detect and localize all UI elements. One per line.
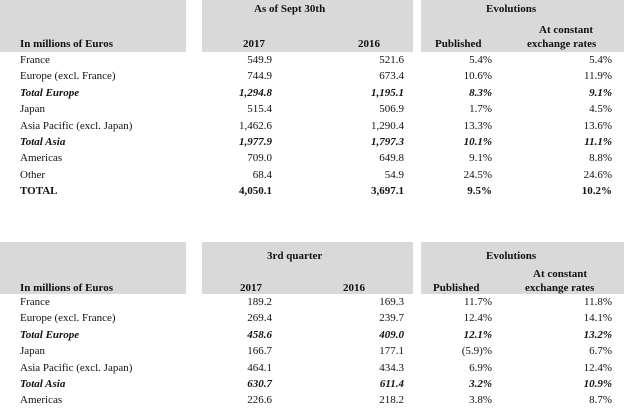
value-constant: 8.7% [589,394,612,407]
value-2016: 1,195.1 [371,86,404,99]
table-row [0,52,624,68]
value-2017: 458.6 [247,328,272,341]
row-label: France [20,54,50,66]
value-2016: 506.9 [379,103,404,116]
value-2016: 409.0 [379,328,404,341]
constant-heading-line1: At constant [533,268,588,280]
table-row [0,294,624,310]
value-2017: 1,294.8 [239,86,272,99]
value-2017: 4,050.1 [239,185,272,198]
table-row [0,118,624,134]
value-2016: 649.8 [379,152,404,165]
value-2017: 630.7 [247,377,272,390]
value-published: 13.3% [463,119,492,132]
table-row-total [0,183,624,199]
value-2016: 169.3 [379,296,404,308]
row-label: TOTAL [20,185,58,198]
value-constant: 14.1% [583,312,612,325]
col-2016-heading: 2016 [358,38,380,50]
value-constant: 11.9% [583,70,612,83]
value-published: 12.1% [463,328,492,341]
value-published: 6.9% [469,361,492,374]
table-row [0,343,624,359]
table-row-subtotal [0,327,624,343]
constant-heading-line2: exchange rates [527,38,597,50]
value-constant: 12.4% [583,361,612,374]
value-published: 9.1% [469,152,492,165]
row-label: Europe (excl. France) [20,312,116,325]
value-2017: 189.2 [247,296,272,308]
value-2017: 1,977.9 [239,135,272,148]
row-label: Asia Pacific (excl. Japan) [20,361,133,374]
value-constant: 13.6% [583,119,612,132]
value-2017: 68.4 [252,168,272,181]
table-body [0,52,624,200]
evolutions-heading: Evolutions [486,250,537,262]
value-2016: 54.9 [384,168,404,181]
value-published: 24.5% [463,168,492,181]
row-label: Americas [20,394,63,407]
table-row-subtotal [0,85,624,101]
value-2017: 1,462.6 [239,119,272,132]
value-2016: 1,797.3 [371,135,404,148]
value-2017: 549.9 [247,54,272,66]
period-heading: 3rd quarter [267,250,323,262]
col-2017-heading: 2017 [240,282,262,294]
row-label: France [20,296,50,308]
row-label: Europe (excl. France) [20,70,116,83]
value-2016: 1,290.4 [371,119,404,132]
value-published: 10.1% [463,135,492,148]
constant-heading-line1: At constant [539,24,594,36]
value-published: 12.4% [463,312,492,325]
units-label: In millions of Euros [20,282,114,294]
table-row [0,310,624,326]
row-label: Other [20,168,46,181]
row-label: Asia Pacific (excl. Japan) [20,119,133,132]
published-heading: Published [433,282,480,294]
value-constant: 8.8% [589,152,612,165]
table-header [0,0,624,52]
value-2017: 515.4 [247,103,272,116]
table-row [0,150,624,166]
value-2017: 464.1 [247,361,272,374]
constant-heading-line2: exchange rates [525,282,595,294]
value-published: 1.7% [469,103,492,116]
period-heading: As of Sept 30th [254,3,326,15]
row-label: Japan [20,103,46,116]
value-published: 3.2% [469,377,492,390]
col-2016-heading: 2016 [343,282,365,294]
value-2017: 166.7 [247,345,272,358]
table-row-subtotal [0,134,624,150]
value-2016: 177.1 [379,345,404,358]
table-year-to-date [0,0,624,200]
value-constant: 10.9% [583,377,612,390]
value-2016: 673.4 [379,70,404,83]
table-row [0,360,624,376]
row-label: Total Asia [20,377,66,390]
value-constant: 10.2% [581,185,612,198]
value-published: 10.6% [463,70,492,83]
table-row [0,68,624,84]
published-heading: Published [435,38,482,50]
value-2016: 521.6 [379,54,404,66]
value-constant: 24.6% [583,168,612,181]
value-2017: 226.6 [247,394,272,407]
row-label: Japan [20,345,46,358]
value-2016: 434.3 [379,361,404,374]
value-published: 11.7% [463,296,492,308]
evolutions-heading: Evolutions [486,3,537,15]
value-published: 3.8% [469,394,492,407]
value-constant: 4.5% [589,103,612,116]
value-published: (5.9)% [461,345,492,358]
value-2016: 239.7 [379,312,404,325]
value-constant: 6.7% [589,345,612,358]
value-constant: 5.4% [589,54,612,66]
row-label: Total Asia [20,135,66,148]
table-row [0,167,624,183]
table-body [0,294,624,409]
value-constant: 13.2% [583,328,612,341]
value-published: 5.4% [469,54,492,66]
value-published: 9.5% [467,185,492,198]
table-row [0,392,624,408]
table-row-subtotal [0,376,624,392]
row-label: Total Europe [20,328,80,341]
value-2016: 218.2 [379,394,404,407]
row-label: Americas [20,152,63,165]
value-constant: 11.8% [583,296,612,308]
value-2017: 269.4 [247,312,272,325]
value-constant: 9.1% [589,86,612,99]
table-third-quarter [0,242,624,409]
value-2016: 3,697.1 [371,185,404,198]
col-2017-heading: 2017 [243,38,265,50]
table-header [0,242,624,294]
row-label: Total Europe [20,86,80,99]
table-row [0,101,624,117]
value-constant: 11.1% [584,135,612,148]
value-published: 8.3% [469,86,492,99]
value-2017: 744.9 [247,70,272,83]
units-label: In millions of Euros [20,38,114,50]
value-2017: 709.0 [247,152,272,165]
value-2016: 611.4 [379,377,404,390]
